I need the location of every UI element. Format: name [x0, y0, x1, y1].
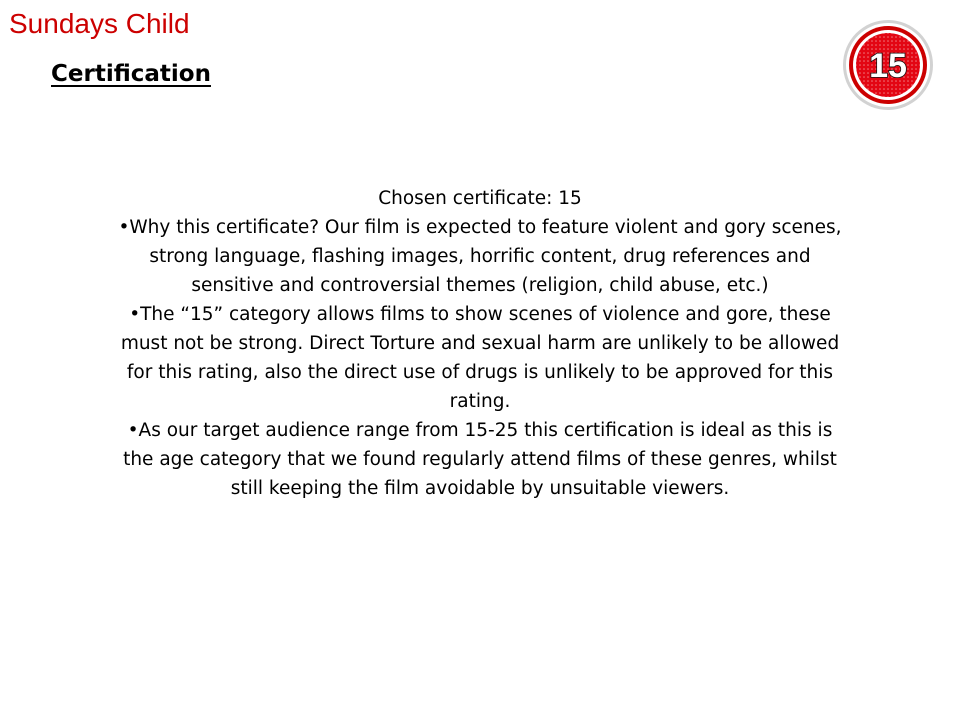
certification-body — [110, 184, 850, 503]
bullet-target-audience: •As our target audience range from 15-25 this certification is ideal as this is the age category that we found regularly attend films of these genres, whilst still keeping the film avoidable by unsuitable viewers. — [123, 420, 837, 499]
chosen-certificate: Chosen certificate: 15 — [378, 188, 582, 209]
brand-title: Sundays Child — [9, 8, 190, 39]
bullet-category-allows: •The “15” category allows films to show scenes of violence and gore, these must not be strong. Direct Torture and sexual harm are unlikely to be allowed for this rating, also the direct use of drugs is unlikely to be approved for this rating. — [120, 304, 840, 412]
page-title: Certification — [51, 61, 211, 87]
rating-15-icon — [842, 19, 934, 111]
rating-badge-label: 15 — [869, 47, 907, 85]
bullet-why-certificate: •Why this certificate? Our film is expected to feature violent and gory scenes, strong language, flashing images, horrific content, drug references and sensitive and controversial themes (religion, child abuse, etc.) — [118, 217, 842, 296]
